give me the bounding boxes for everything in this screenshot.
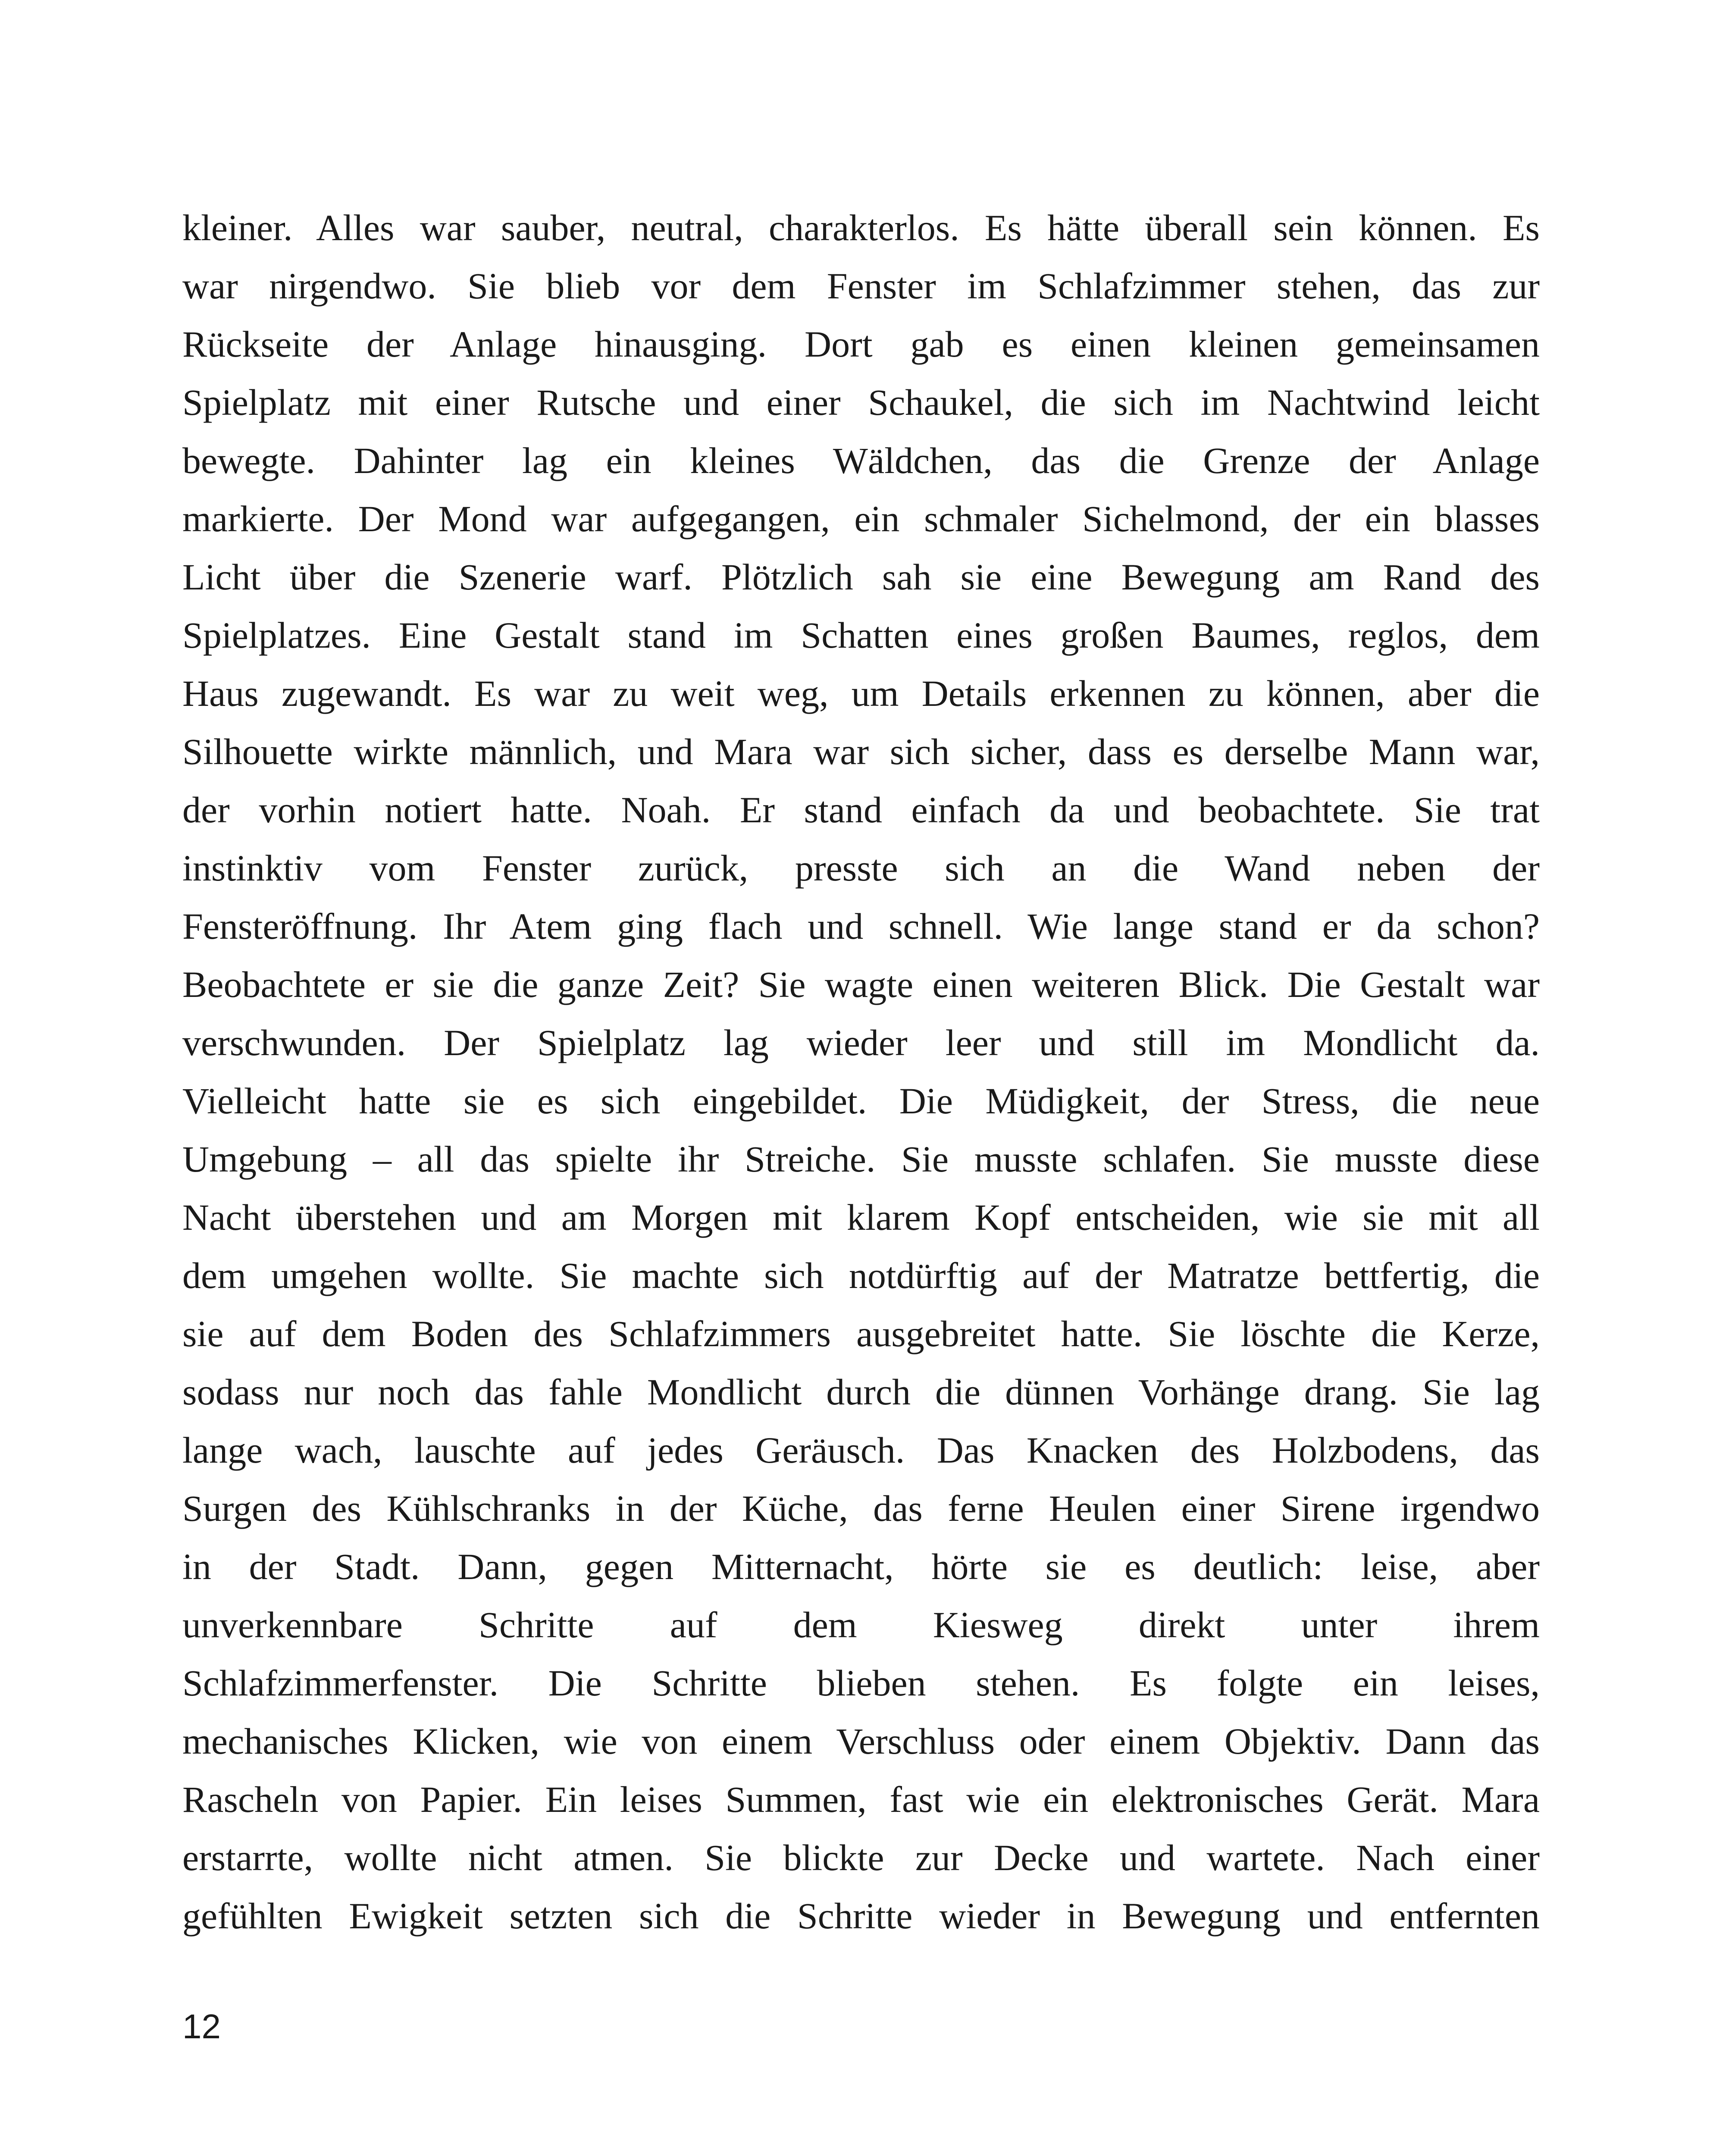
text-line-11: der vorhin notiert hatte. Noah. Er stand einfach da und beobachtete. Sie trat — [182, 789, 1540, 830]
text-line-2: war nirgendwo. Sie blieb vor dem Fenster im Schlafzimmer stehen, das zur — [182, 265, 1540, 307]
text-line-18: Nacht überstehen und am Morgen mit klarem Kopf entscheiden, wie sie mit all — [182, 1197, 1540, 1238]
text-line-24: in der Stadt. Dann, gegen Mitternacht, hörte sie es deutlich: leise, aber — [182, 1546, 1540, 1587]
text-line-6: markierte. Der Mond war aufgegangen, ein schmaler Sichelmond, der ein blasses — [182, 498, 1540, 539]
text-line-5: bewegte. Dahinter lag ein kleines Wäldchen, das die Grenze der Anlage — [182, 440, 1540, 481]
text-line-12: instinktiv vom Fenster zurück, presste sich an die Wand neben der — [182, 847, 1540, 889]
text-line-28: Rascheln von Papier. Ein leises Summen, fast wie ein elektronisches Gerät. Mara — [182, 1779, 1540, 1820]
text-line-17: Umgebung – all das spielte ihr Streiche. Sie musste schlafen. Sie musste diese — [182, 1138, 1540, 1180]
text-line-7: Licht über die Szenerie warf. Plötzlich sah sie eine Bewegung am Rand des — [182, 556, 1540, 598]
text-line-26: Schlafzimmerfenster. Die Schritte blieben stehen. Es folgte ein leises, — [182, 1662, 1540, 1704]
text-line-29: erstarrte, wollte nicht atmen. Sie blickte zur Decke und wartete. Nach einer — [182, 1837, 1540, 1878]
page-number: 12 — [182, 2007, 221, 2046]
text-line-1: kleiner. Alles war sauber, neutral, charakterlos. Es hätte überall sein können. Es — [182, 207, 1540, 248]
text-line-13: Fensteröffnung. Ihr Atem ging flach und schnell. Wie lange stand er da schon? — [182, 906, 1540, 947]
body-text — [182, 199, 1540, 1945]
text-line-21: sodass nur noch das fahle Mondlicht durch die dünnen Vorhänge drang. Sie lag — [182, 1371, 1540, 1413]
text-line-19: dem umgehen wollte. Sie machte sich notdürftig auf der Matratze bettfertig, die — [182, 1255, 1540, 1296]
text-line-25: unverkennbare Schritte auf dem Kiesweg direkt unter ihrem — [182, 1604, 1540, 1645]
text-line-16: Vielleicht hatte sie es sich eingebildet. Die Müdigkeit, der Stress, die neue — [182, 1080, 1540, 1122]
text-line-9: Haus zugewandt. Es war zu weit weg, um Details erkennen zu können, aber die — [182, 673, 1540, 714]
text-line-30: gefühlten Ewigkeit setzten sich die Schritte wieder in Bewegung und entfernten — [182, 1895, 1540, 1937]
text-line-15: verschwunden. Der Spielplatz lag wieder leer und still im Mondlicht da. — [182, 1022, 1540, 1063]
text-line-8: Spielplatzes. Eine Gestalt stand im Schatten eines großen Baumes, reglos, dem — [182, 614, 1540, 656]
text-line-4: Spielplatz mit einer Rutsche und einer Schaukel, die sich im Nachtwind leicht — [182, 382, 1540, 423]
text-line-20: sie auf dem Boden des Schlafzimmers ausgebreitet hatte. Sie löschte die Kerze, — [182, 1313, 1540, 1354]
text-line-23: Surgen des Kühlschranks in der Küche, das ferne Heulen einer Sirene irgendwo — [182, 1488, 1540, 1529]
text-line-3: Rückseite der Anlage hinausging. Dort gab es einen kleinen gemeinsamen — [182, 323, 1540, 365]
text-line-10: Silhouette wirkte männlich, und Mara war sich sicher, dass es derselbe Mann war, — [182, 731, 1540, 772]
text-line-22: lange wach, lauschte auf jedes Geräusch. Das Knacken des Holzbodens, das — [182, 1429, 1540, 1471]
text-line-27: mechanisches Klicken, wie von einem Verschluss oder einem Objektiv. Dann das — [182, 1720, 1540, 1762]
text-line-14: Beobachtete er sie die ganze Zeit? Sie wagte einen weiteren Blick. Die Gestalt war — [182, 964, 1540, 1005]
